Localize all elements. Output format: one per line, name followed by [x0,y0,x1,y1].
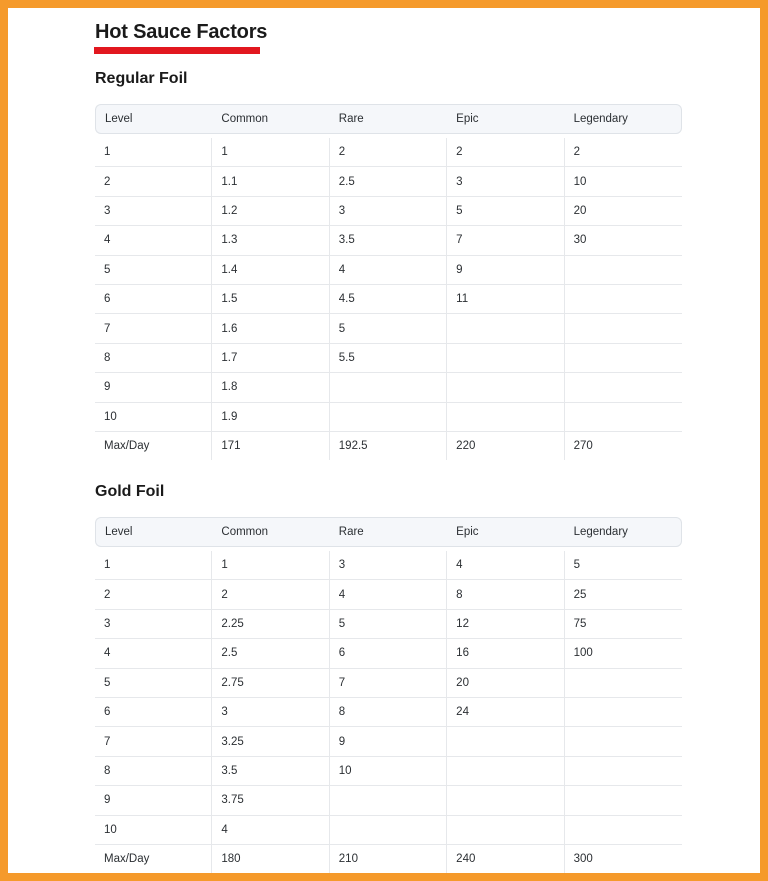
table-cell: 1.3 [212,226,329,255]
table-cell: 25 [565,580,682,609]
table-row [95,432,682,460]
table-cell: 20 [565,197,682,226]
table-row [95,373,682,402]
table-cell [447,403,564,432]
table-row [95,610,682,639]
table-cell: 24 [447,698,564,727]
table-cell: 171 [212,432,329,460]
table-cell: 4 [447,551,564,580]
table-row [95,167,682,196]
table-cell: 20 [447,669,564,698]
table-row [95,757,682,786]
table-cell [447,314,564,343]
table-header-row [95,104,682,134]
table-cell: 4 [212,816,329,845]
table-row [95,285,682,314]
table-row [95,580,682,609]
table-cell: 180 [212,845,329,873]
table-cell: 220 [447,432,564,460]
table-row [95,197,682,226]
table-cell: 3 [95,610,212,639]
column-header-level: Level [95,517,212,547]
table-cell [565,669,682,698]
column-header-rare: Rare [330,517,447,547]
section-title-gold-foil: Gold Foil [95,483,165,500]
table-cell: 2.5 [330,167,447,196]
table-row [95,226,682,255]
table-cell: 3 [330,197,447,226]
table-cell [565,256,682,285]
table-header-row [95,517,682,547]
table-cell: 12 [447,610,564,639]
table-cell: 2 [565,138,682,167]
table-cell: 5 [95,256,212,285]
column-header-level: Level [95,104,212,134]
table-cell: 30 [565,226,682,255]
table-cell: 4 [330,580,447,609]
table-row [95,698,682,727]
table-cell: 1 [212,551,329,580]
table-cell: 5.5 [330,344,447,373]
table-cell: 1.8 [212,373,329,402]
table-cell: 1.6 [212,314,329,343]
table-cell: 2 [212,580,329,609]
table-cell: 5 [565,551,682,580]
table-cell: 10 [330,757,447,786]
table-cell: 270 [573,440,593,453]
table-cell: 9 [330,727,447,756]
table-cell [330,786,447,815]
table-cell: 4 [95,639,212,668]
table-cell: 7 [95,727,212,756]
table-cell: 8 [330,698,447,727]
column-header-common: Common [212,517,329,547]
table-row [95,403,682,432]
table-cell [447,373,564,402]
table-cell [565,727,682,756]
table-cell: 1.2 [212,197,329,226]
table-cell: 3.25 [212,727,329,756]
table-cell: 11 [447,285,564,314]
table-cell: 9 [95,786,212,815]
table-cell [565,285,682,314]
page-frame [8,8,760,873]
column-header-legendary: Legendary [565,104,682,134]
gold-foil-table [95,517,682,873]
table-cell: 7 [330,669,447,698]
table-cell: 300 [573,853,593,866]
table-row [95,816,682,845]
table-row [95,639,682,668]
table-cell [565,757,682,786]
table-row [95,845,682,873]
table-cell: 1.4 [212,256,329,285]
table-cell: 9 [447,256,564,285]
table-row [95,669,682,698]
table-cell: Max/Day [95,432,212,460]
column-header-epic: Epic [447,104,564,134]
table-cell: 9 [95,373,212,402]
table-cell: 7 [95,314,212,343]
table-cell [565,786,682,815]
table-cell: 8 [95,757,212,786]
column-header-epic: Epic [447,517,564,547]
table-cell: 6 [95,285,212,314]
table-cell [565,373,682,402]
table-cell: 210 [330,845,447,873]
table-cell [565,314,682,343]
table-cell: 1 [95,138,212,167]
table-row [95,727,682,756]
table-cell [447,816,564,845]
table-cell: 1 [95,551,212,580]
table-cell [565,816,682,845]
table-cell: 3 [330,551,447,580]
table-cell: 3 [95,197,212,226]
table-cell: 2.5 [212,639,329,668]
table-cell: 10 [95,816,212,845]
table-cell: 2.25 [212,610,329,639]
table-cell: 6 [330,639,447,668]
table-cell: 5 [447,197,564,226]
table-cell: 3 [447,167,564,196]
table-cell: 3.75 [212,786,329,815]
table-row [95,786,682,815]
table-cell: 100 [565,639,682,668]
page-title: Hot Sauce Factors [95,21,268,43]
table-cell [565,344,682,373]
table-cell [565,698,682,727]
table-cell: 1.9 [212,403,329,432]
table-row [95,551,682,580]
table-cell [565,403,682,432]
table-cell: 2 [95,167,212,196]
table-cell: 3 [212,698,329,727]
table-row [95,138,682,167]
table-cell: 2 [447,138,564,167]
table-cell: 5 [330,314,447,343]
table-cell: 1.5 [212,285,329,314]
table-cell [447,786,564,815]
column-header-rare: Rare [330,104,447,134]
table-cell: 75 [565,610,682,639]
table-cell [447,757,564,786]
table-cell: 16 [447,639,564,668]
table-row [95,256,682,285]
table-row [95,314,682,343]
table-cell: 1 [212,138,329,167]
table-cell: 10 [95,403,212,432]
table-cell: 3.5 [330,226,447,255]
table-cell: 2 [95,580,212,609]
table-cell: Max/Day [95,845,212,873]
table-cell: 10 [565,167,682,196]
table-cell [447,727,564,756]
table-cell: 2.75 [212,669,329,698]
column-header-legendary: Legendary [565,517,682,547]
table-row [95,344,682,373]
section-title-regular-foil: Regular Foil [95,70,188,87]
table-cell: 2 [330,138,447,167]
table-cell: 5 [330,610,447,639]
table-cell: 3.5 [212,757,329,786]
table-cell: 8 [447,580,564,609]
table-cell: 8 [95,344,212,373]
table-cell: 4.5 [330,285,447,314]
column-header-common: Common [212,104,329,134]
table-cell: 6 [95,698,212,727]
regular-foil-table [95,104,682,460]
table-cell [330,403,447,432]
table-cell [330,373,447,402]
table-cell: 4 [95,226,212,255]
table-cell [330,816,447,845]
title-underline [94,47,260,54]
table-cell [447,344,564,373]
table-cell: 1.7 [212,344,329,373]
table-cell: 5 [95,669,212,698]
table-cell: 7 [447,226,564,255]
table-cell: 4 [330,256,447,285]
table-cell: 1.1 [212,167,329,196]
table-cell: 240 [447,845,564,873]
table-cell: 192.5 [330,432,447,460]
